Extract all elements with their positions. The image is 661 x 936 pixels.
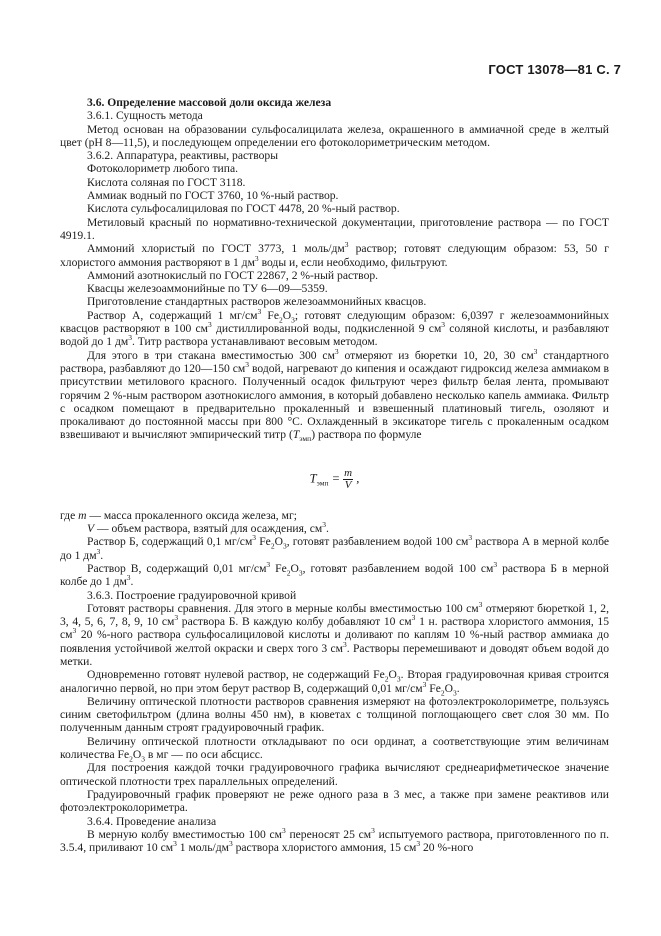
document-body	[60, 96, 609, 854]
method-paragraph: Метод основан на образовании сульфосалицилата железа, окрашенного в аммиачной среде в желтый цвет (рН 8—11,5), и последующем определении его фотоколориметрическим методом.	[60, 122, 609, 149]
comparison-solutions-paragraph: Готовят растворы сравнения. Для этого в мерные колбы вместимостью 100 $см^3$ отмеряют бюреткой 1, 2, 3, 4, 5, 6, 7, 8, 9, 10 $см^3$ раствора Б. В каждую колбу добавляют 10 $см^3$ 1 н. раствора хлористого аммония, 15 $см^3$ 20 %-ного раствора сульфосалициловой кислоты и доливают по каплям 10 %-ный раствор аммиака до появления устойчивой желтой окраски и сверх того 3 $см^3$. Растворы перемешивают и доводят объем водой до метки.	[60, 599, 610, 668]
page-header: ГОСТ 13078—81 С. 7	[488, 62, 621, 77]
formula-fraction: $\frac{m}{V}$	[344, 466, 353, 491]
reagent-methyl-red: Метиловый красный по нормативно-технической документации, приготовление раствора — по ГОСТ 4919.1.	[60, 215, 609, 242]
solution-b-paragraph: Раствор Б, содержащий 0,1 $мг/см^3$ $Fe_2O_3$, готовят разбавлением водой 100 $см^3$ раствора А в мерной колбе до 1 $дм^3$.	[60, 533, 609, 562]
standard-solutions-title: Приготовление стандартных растворов железоаммонийных квасцов.	[87, 295, 427, 309]
zero-solution-paragraph: Одновременно готовят нулевой раствор, не содержащий $Fe_2O_3$. Вторая градуировочная кривая строится аналогично первой, но при этом берут раствор В, содержащий 0,01 $мг/см^3$ $Fe_2O_3$.	[60, 668, 609, 697]
where-v-line: V — объем раствора, взятый для осаждения, $см^3$.	[87, 520, 329, 536]
solution-v-paragraph: Раствор В, содержащий 0,01 $мг/см^3$ $Fe_2O_3$, готовят разбавлением водой 100 $см^3$ раствора Б в мерной колбе до 1 $дм^3$.	[60, 560, 609, 589]
where-m-line: где m — масса прокаленного оксида железа, мг;	[60, 508, 297, 522]
section-3-6-2-title: 3.6.2. Аппаратура, реактивы, растворы	[87, 149, 278, 163]
axes-paragraph: Величину оптической плотности откладывают по оси ординат, а соответствующие этим величинам количества $Fe_2O_3$ в мг — по оси абсцисс.	[60, 734, 609, 764]
titration-paragraph: Для этого в три стакана вместимостью 300 $см^3$ отмеряют из бюретки 10, 20, 30 $см^3$ стандартного раствора, разбавляют до 120—150 $см^3$ водой, нагревают до кипения и осаждают гидроксид железа аммиаком в присутствии метилового красного. Полученный осадок фильтруют через фильтр белая лента, промывают горячим 2 %-ным раствором азотнокислого аммония, в который добавлено несколько капель аммиака. Фильтр с осадком помещают в предварительно прокаленный и взвешенный платиновый тигель, озоляют и прокаливают до постоянной массы при 800 °С. Охлажденный в эксикаторе тигель с прокаленным осадком взвешивают и вычисляют эмпирический титр $(T_{эмп})$ раствора по формуле	[60, 346, 609, 444]
section-3-6-3-title: 3.6.3. Построение градуировочной кривой	[87, 588, 297, 602]
average-paragraph: Для построения каждой точки градуировочного графика вычисляют среднеарифметическое значение оптической плотности трех параллельных определений.	[60, 761, 609, 788]
calibration-check-paragraph: Градуировочный график проверяют не реже одного раза в 3 мес, а также при замене реактивов или фотоэлектроколориметра.	[60, 787, 609, 815]
reagent-sulfosalicylic: Кислота сульфосалициловая по ГОСТ 4478, 20 %-ный раствор.	[87, 202, 400, 216]
reagent-photocolorimeter: Фотоколориметр любого типа.	[87, 162, 238, 176]
reagent-alum: Квасцы железоаммонийные по ТУ 6—09—5359.	[87, 282, 328, 296]
section-3-6-title: 3.6. Определение массовой доли оксида железа	[87, 96, 332, 109]
reagent-ammonium-nitrate: Аммоний азотнокислый по ГОСТ 22867, 2 %-ный раствор.	[87, 268, 379, 282]
titer-formula: $T_{эмп}$ = $\frac{m}{V}$ ,	[309, 466, 360, 491]
reagent-hcl: Кислота соляная по ГОСТ 3118.	[87, 175, 246, 189]
analysis-paragraph: В мерную колбу вместимостью 100 $см^3$ переносят 25 $см^3$ испытуемого раствора, приготовленного по п. 3.5.4, приливают 10 $см^3$ 1 моль/$дм^3$ раствора хлористого аммония, 15 $см^3$ 20 %-ного	[60, 825, 609, 855]
section-3-6-1-title: 3.6.1. Сущность метода	[87, 109, 203, 123]
solution-a-paragraph: Раствор А, содержащий 1 $мг/см^3$ $Fe_2O_3$; готовят следующим образом: 6,0397 г железоаммонийных квасцов растворяют в 100 $см^3$ дистиллированной воды, подкисленной 9 $см^3$ соляной кислоты, и разбавляют водой до 1 $дм^3$. Титр раствора устанавливают весовым методом.	[60, 306, 610, 349]
section-3-6-4-title: 3.6.4. Проведение анализа	[87, 814, 217, 828]
reagent-ammonia: Аммиак водный по ГОСТ 3760, 10 %-ный раствор.	[87, 189, 339, 203]
reagent-ammonium-chloride: Аммоний хлористый по ГОСТ 3773, 1 моль/$дм^3$ раствор; готовят следующим образом: 53, 50 г хлористого аммония растворяют в 1 $дм^3$ воды и, если необходимо, фильтруют.	[60, 240, 609, 269]
optical-density-paragraph: Величину оптической плотности растворов сравнения измеряют на фотоэлектроколориметре, пользуясь синим светофильтром (длина волны 450 нм), в кюветах с толщиной поглощающего свет слоя 30 мм. По полученным данным строят градуировочный график.	[60, 694, 609, 735]
